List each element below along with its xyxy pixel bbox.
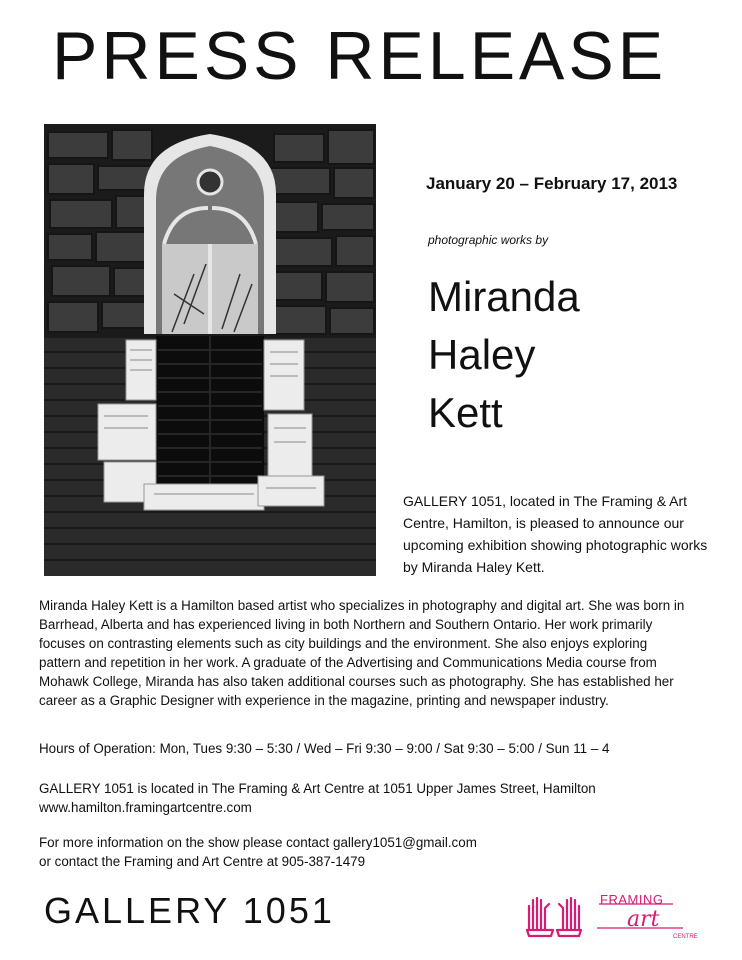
location-address: GALLERY 1051 is located in The Framing & Art Centre at 1051 Upper James Street, Hamilton bbox=[39, 781, 596, 796]
contact-info bbox=[39, 833, 477, 871]
gothic-window-image bbox=[44, 124, 376, 576]
artist-middle-name: Haley bbox=[428, 331, 536, 378]
artist-bio-paragraph: Miranda Haley Kett is a Hamilton based artist who specializes in photography and digital art. She was born in Barrhead, Alberta and has experienced living in both Northern and Southern Ontario. Her work primarily focuses on contrasting elements such as city buildings and the environment. She also enjoys exploring pattern and repetition in her work. A graduate of the Advertising and Communications Media course from Mohawk College, Miranda has also taken additional courses such as photography. She has established her career as a Graphic Designer with experience in the magazine, printing and newspaper industry. bbox=[39, 598, 685, 708]
logo-centre-word: CENTRE bbox=[673, 934, 698, 940]
contact-phone: or contact the Framing and Art Centre at 905-387-1479 bbox=[39, 854, 366, 869]
logo-framing-word: FRAMING bbox=[600, 892, 664, 907]
gallery-name: GALLERY 1051 bbox=[44, 890, 335, 931]
exhibition-dates: January 20 – February 17, 2013 bbox=[426, 174, 678, 193]
logo-art-word: art bbox=[627, 907, 660, 932]
page-title: PRESS RELEASE bbox=[52, 18, 668, 94]
contact-email: For more information on the show please contact gallery1051@gmail.com bbox=[39, 835, 477, 850]
artist-name bbox=[428, 268, 580, 442]
hours-of-operation: Hours of Operation: Mon, Tues 9:30 – 5:30 / Wed – Fri 9:30 – 9:00 / Sat 9:30 – 5:00 / Sun 11 – 4 bbox=[39, 741, 610, 756]
hands-icon bbox=[527, 898, 581, 936]
artist-first-name: Miranda bbox=[428, 273, 580, 320]
artist-last-name: Kett bbox=[428, 389, 503, 436]
announcement-paragraph: GALLERY 1051, located in The Framing & Art Centre, Hamilton, is pleased to announce our upcoming exhibition showing photographic works by Miranda Haley Kett. bbox=[403, 493, 708, 575]
byline: photographic works by bbox=[428, 233, 549, 247]
website-link[interactable]: www.hamilton.framingartcentre.com bbox=[39, 800, 252, 815]
exhibition-photograph bbox=[44, 124, 376, 576]
location-info bbox=[39, 779, 596, 817]
